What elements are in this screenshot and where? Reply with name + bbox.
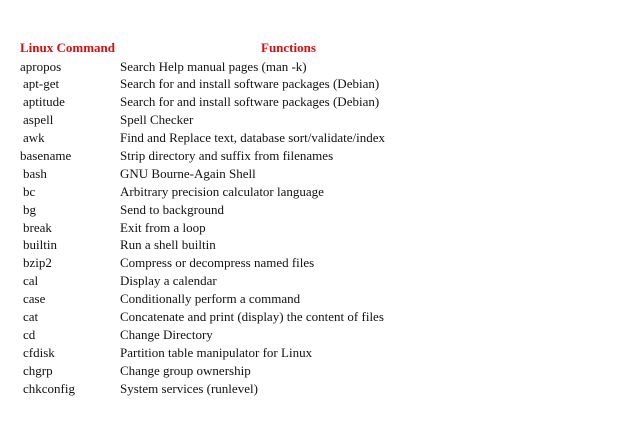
table-row <box>0 236 640 254</box>
table-row <box>0 93 640 111</box>
function-cell: Strip directory and suffix from filenames <box>120 147 334 163</box>
function-cell: System services (runlevel) <box>120 380 258 396</box>
command-cell: break <box>23 219 52 235</box>
function-cell: Search for and install software packages (Debian) <box>120 94 380 110</box>
command-cell: aptitude <box>23 94 65 110</box>
function-cell: Search Help manual pages (man -k) <box>120 58 307 74</box>
command-cell: bc <box>23 183 36 199</box>
function-cell: Partition table manipulator for Linux <box>120 344 313 360</box>
table-row <box>0 147 640 165</box>
command-cell: bg <box>23 201 36 217</box>
function-cell: Send to background <box>120 201 224 217</box>
function-cell: Find and Replace text, database sort/validate/index <box>120 130 385 146</box>
command-cell: awk <box>23 130 45 146</box>
command-cell: aspell <box>23 112 54 128</box>
function-cell: Search for and install software packages (Debian) <box>120 76 380 92</box>
command-cell: chgrp <box>23 362 53 378</box>
table-row <box>0 344 640 362</box>
function-cell: Arbitrary precision calculator language <box>120 183 324 199</box>
table-row <box>0 201 640 219</box>
table-row <box>0 219 640 237</box>
table-row <box>0 380 640 398</box>
command-cell: case <box>23 291 46 307</box>
command-cell: chkconfig <box>23 380 75 396</box>
command-cell: apropos <box>20 58 62 74</box>
function-cell: Change group ownership <box>120 362 251 378</box>
function-cell: Compress or decompress named files <box>120 255 315 271</box>
table-row <box>0 58 640 76</box>
function-cell: Exit from a loop <box>120 219 206 235</box>
table-row <box>0 362 640 380</box>
header-linux-command: Linux Command <box>20 40 115 55</box>
command-cell: basename <box>20 147 72 163</box>
command-cell: cat <box>23 308 39 324</box>
header-functions: Functions <box>261 40 316 55</box>
function-cell: GNU Bourne-Again Shell <box>120 165 256 181</box>
table-row <box>0 183 640 201</box>
table-row <box>0 75 640 93</box>
function-cell: Concatenate and print (display) the content of files <box>120 308 384 324</box>
table-row <box>0 326 640 344</box>
command-cell: cfdisk <box>23 344 55 360</box>
command-cell: cal <box>23 273 39 289</box>
table-row <box>0 165 640 183</box>
table-row <box>0 290 640 308</box>
command-table <box>0 58 640 398</box>
command-cell: builtin <box>23 237 57 253</box>
function-cell: Display a calendar <box>120 273 217 289</box>
table-row <box>0 111 640 129</box>
function-cell: Change Directory <box>120 326 213 342</box>
function-cell: Run a shell builtin <box>120 237 216 253</box>
function-cell: Conditionally perform a command <box>120 291 301 307</box>
table-row <box>0 308 640 326</box>
command-cell: apt-get <box>23 76 60 92</box>
function-cell: Spell Checker <box>120 112 194 128</box>
table-row <box>0 272 640 290</box>
command-cell: cd <box>23 326 36 342</box>
table-row <box>0 254 640 272</box>
command-cell: bash <box>23 165 47 181</box>
table-row <box>0 129 640 147</box>
command-cell: bzip2 <box>23 255 52 271</box>
